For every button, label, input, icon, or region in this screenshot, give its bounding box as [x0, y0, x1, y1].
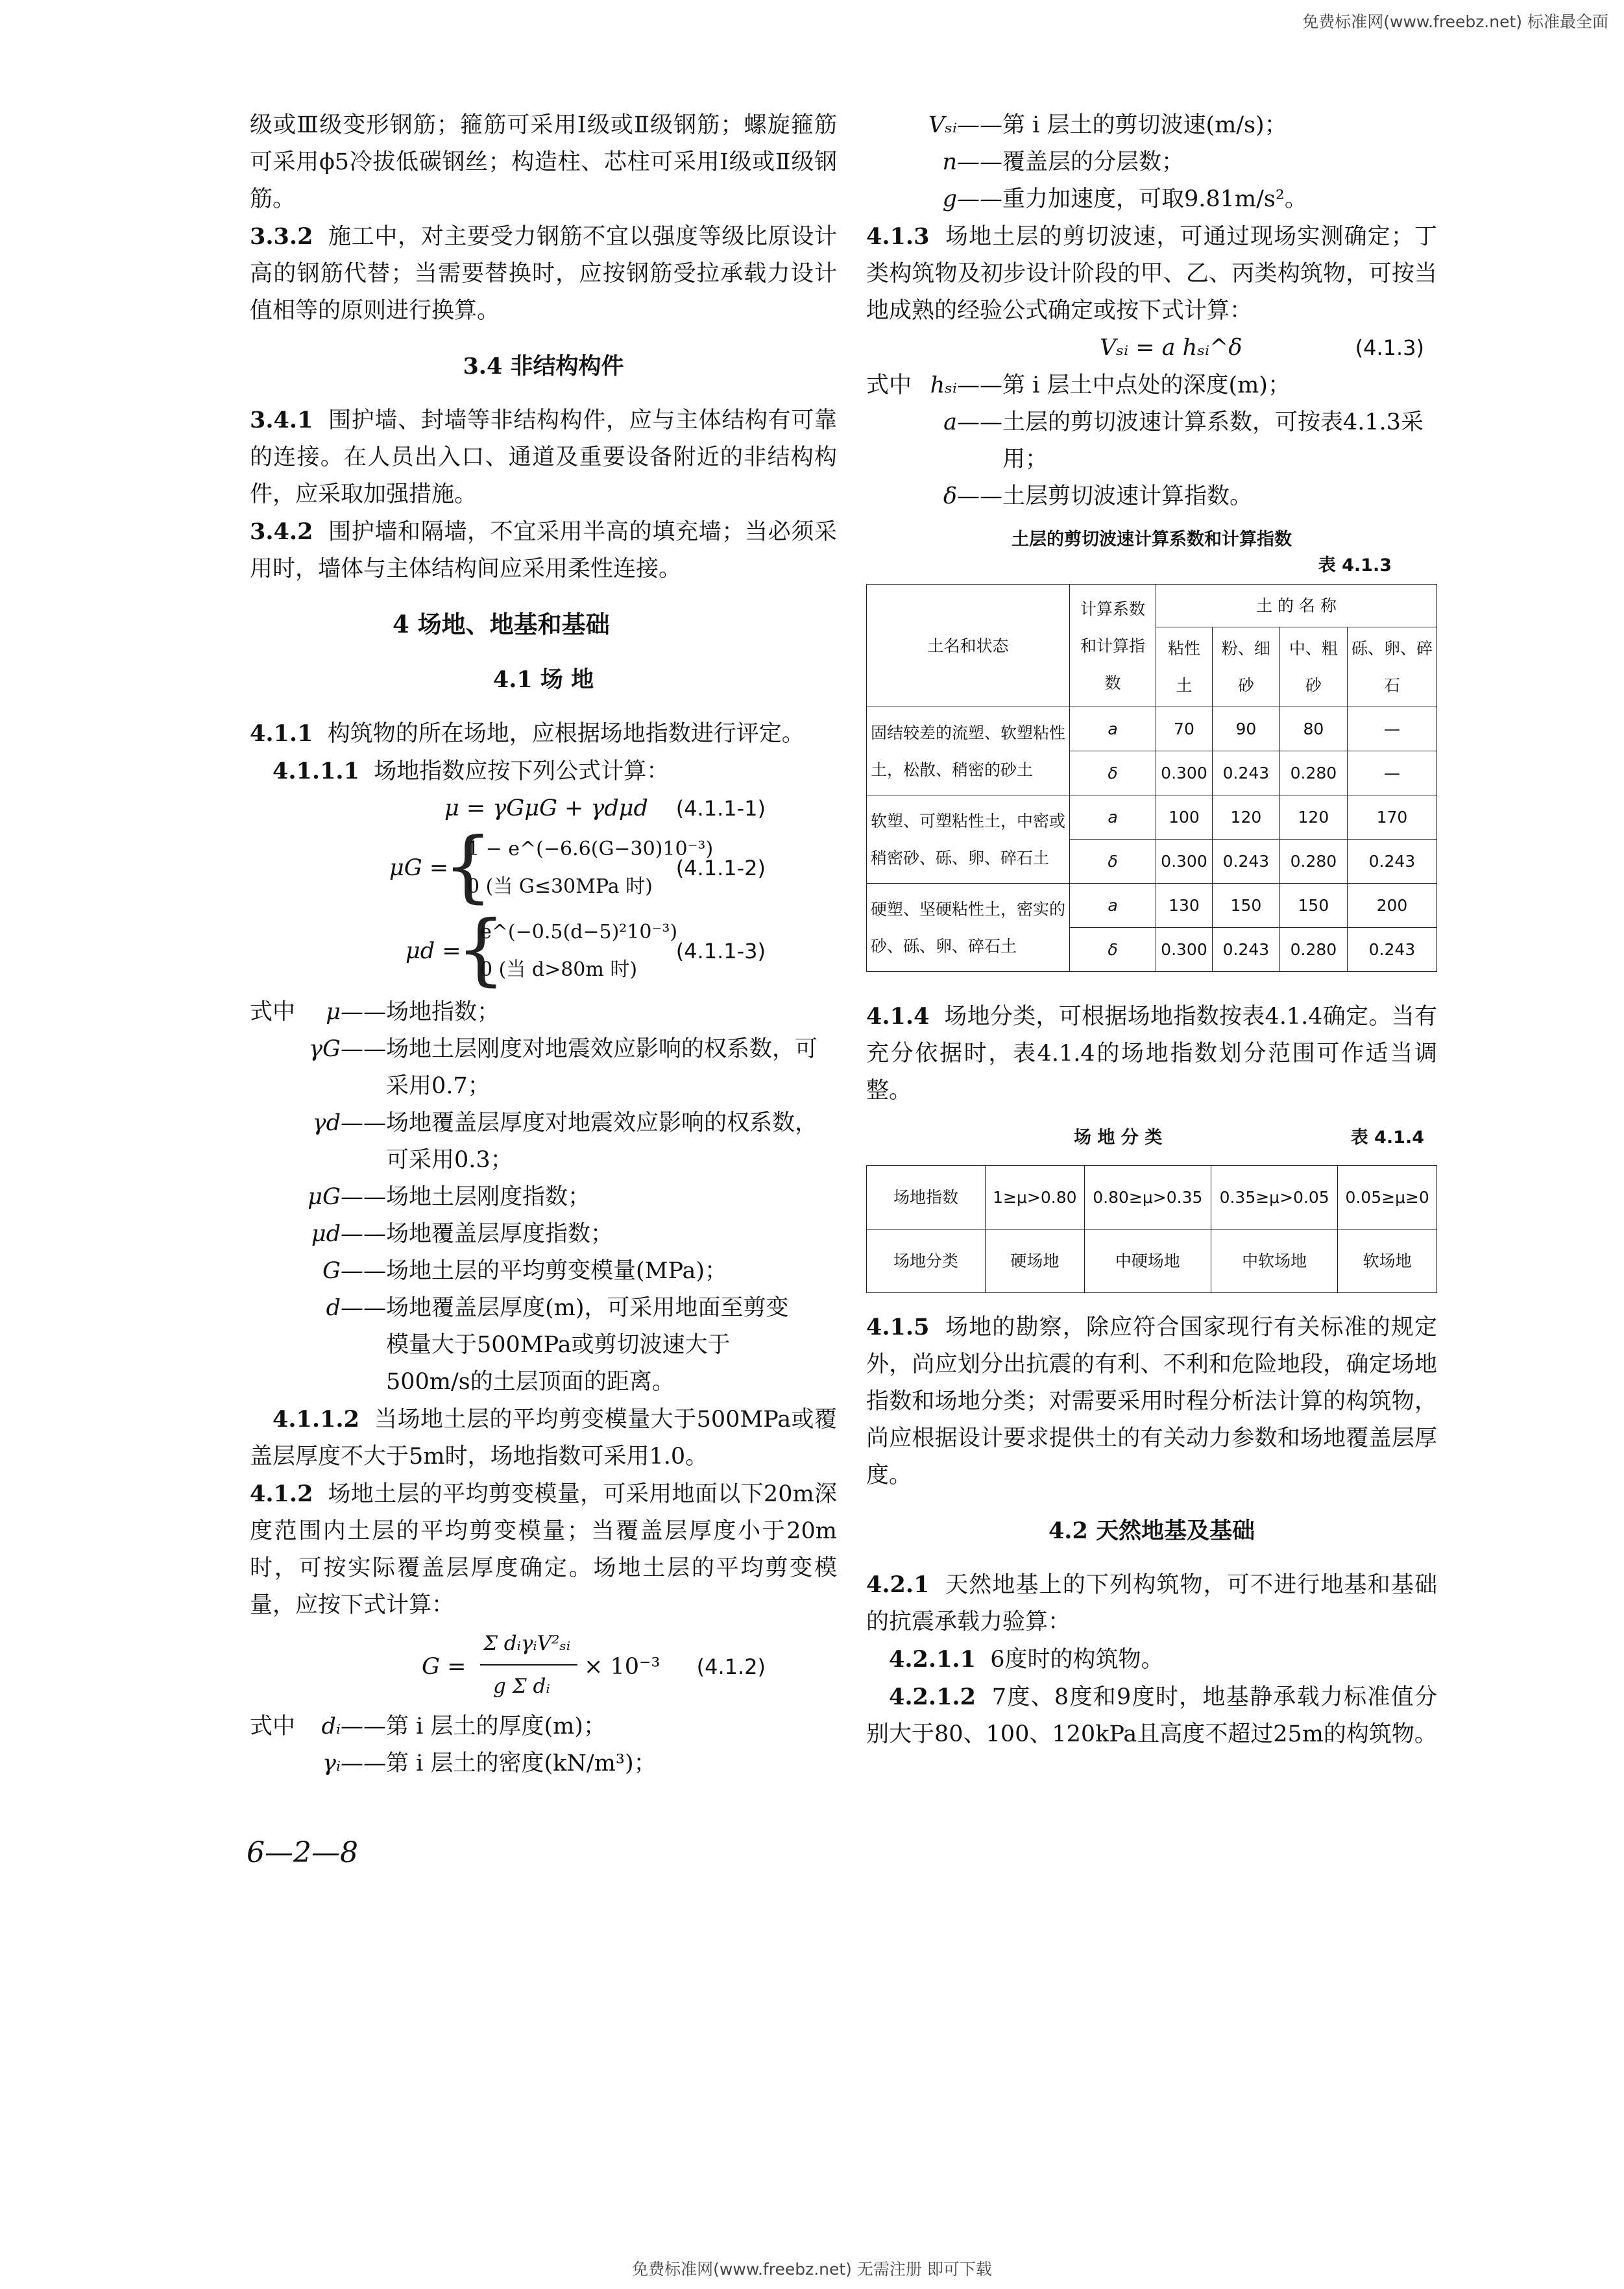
definition-text: 场地土层刚度对地震效应影响的权系数，可采用0.7；	[386, 1036, 818, 1099]
clause-4-1-1-1	[250, 753, 837, 790]
table-cell: δ	[1070, 751, 1156, 795]
definition-symbol: γᵢ——	[322, 1750, 386, 1776]
clause-text: 场地的勘察，除应符合国家现行有关标准的规定外，尚应划分出抗震的有利、不利和危险地段，确定场地指数和场地分类；对需要采用时程分析法计算的构筑物，尚应根据设计要求提供土的有关动力参数和场地覆盖层厚度。	[866, 1314, 1437, 1488]
definition-row	[866, 478, 1437, 515]
watermark-top: 免费标准网(www.freebz.net) 标准最全面	[1302, 12, 1608, 31]
table-header-row	[867, 585, 1437, 627]
table-cell: 1≥μ>0.80	[986, 1166, 1085, 1229]
symbol-definitions-3	[866, 107, 1437, 218]
table-cell: 0.243	[1347, 928, 1436, 972]
clause-number: 4.1.1.2	[273, 1406, 359, 1433]
table-cell: 软塑、可塑粘性土，中密或稍密砂、砾、卵、碎石土	[867, 795, 1070, 884]
watermark-bottom: 免费标准网(www.freebz.net) 无需注册 即可下载	[632, 2260, 992, 2279]
clause-3-3-2	[250, 218, 837, 330]
clause-number: 4.1.3	[866, 223, 930, 250]
heading-chapter-4: 4 场地、地基和基础	[393, 610, 610, 638]
heading-4-1: 4.1 场 地	[492, 666, 594, 693]
definition-symbol: μd——	[311, 1221, 386, 1247]
definition-symbol: δ——	[943, 483, 1002, 509]
formula-factor: × 10⁻³	[584, 1654, 661, 1680]
symbol-definitions-2	[250, 1708, 837, 1782]
table-cell: 0.243	[1347, 840, 1436, 884]
table-cell: 0.243	[1212, 928, 1279, 972]
table-cell: 200	[1347, 884, 1436, 928]
definition-text: 场地覆盖层厚度指数；	[386, 1221, 614, 1247]
formula-numerator: Σ dᵢγᵢV²ₛᵢ	[483, 1632, 571, 1655]
table-cell: 中硬场地	[1084, 1229, 1211, 1293]
clause-number: 4.1.1	[250, 720, 313, 747]
header-cell: 粘性土	[1156, 627, 1213, 707]
table-4-1-4-caption: 场 地 分 类	[1074, 1128, 1163, 1148]
clause-number: 4.2.1	[866, 1571, 930, 1598]
table-cell: 0.35≥μ>0.05	[1211, 1166, 1337, 1229]
clause-number: 3.4.2	[250, 518, 313, 545]
clause-number: 4.1.2	[250, 1481, 313, 1507]
formula-denominator: g Σ dᵢ	[493, 1675, 550, 1698]
table-4-1-4-number: 表 4.1.4	[1350, 1128, 1424, 1148]
definition-row	[866, 367, 1437, 404]
clause-number: 4.1.4	[866, 1003, 930, 1030]
definition-text: 重力加速度，可取9.81m/s²。	[1002, 186, 1307, 212]
left-column	[250, 107, 837, 1782]
clause-text: 场地土层的剪切波速，可通过现场实测确定；丁类构筑物及初步设计阶段的甲、乙、丙类构筑物，可按当地成熟的经验公式确定或按下式计算：	[866, 224, 1437, 324]
table-cell: 0.280	[1279, 840, 1347, 884]
table-cell: 0.300	[1156, 928, 1213, 972]
definition-row	[250, 1253, 837, 1290]
brace-symbol: {	[456, 904, 506, 995]
formula-expression: Vₛᵢ = a hₛᵢ^δ	[1100, 335, 1242, 361]
heading-4-2: 4.2 天然地基及基础	[1048, 1518, 1255, 1544]
definition-row	[250, 994, 837, 1031]
formula-4-1-1-1	[250, 790, 837, 828]
header-cell: 中、粗砂	[1279, 627, 1347, 707]
header-cell: 土 的 名 称	[1156, 585, 1437, 627]
formula-4-1-1-3	[250, 904, 837, 995]
clause-4-1-2	[250, 1475, 837, 1624]
table-cell: 固结较差的流塑、软塑粘性土，松散、稍密的砂土	[867, 707, 1070, 795]
right-column	[866, 107, 1437, 1753]
clause-number: 4.2.1.1	[889, 1646, 976, 1673]
table-cell: 120	[1279, 795, 1347, 840]
definition-row	[866, 404, 1437, 478]
formula-expression: μ = γGμG + γdμd	[444, 795, 648, 821]
definition-row	[250, 1031, 837, 1105]
formula-4-1-2	[250, 1624, 837, 1708]
definition-row	[250, 1216, 837, 1253]
table-cell: 0.243	[1212, 840, 1279, 884]
definition-symbol: μG——	[308, 1184, 386, 1210]
definition-symbol: a——	[943, 409, 1002, 435]
table-cell: a	[1070, 795, 1156, 840]
table-4-1-3-caption: 土层的剪切波速计算系数和计算指数	[1012, 529, 1292, 550]
table-cell: 70	[1156, 707, 1213, 751]
clause-3-4-1	[250, 402, 837, 513]
definition-row	[250, 1105, 837, 1179]
table-row	[867, 1166, 1437, 1229]
formula-number: (4.1.3)	[1355, 335, 1424, 360]
clause-4-1-1	[250, 715, 837, 753]
clause-text: 场地指数应按下列公式计算：	[374, 758, 670, 784]
clause-text: 围护墙、封墙等非结构构件，应与主体结构有可靠的连接。在人员出入口、通道及重要设备附近的非结构构件，应采取加强措施。	[250, 407, 837, 507]
definition-text: 第 i 层土的密度(kN/m³)；	[386, 1750, 657, 1776]
definition-text: 第 i 层土的剪切波速(m/s)；	[1002, 112, 1287, 138]
clause-4-1-3	[866, 218, 1437, 330]
header-cell: 计算系数和计算指数	[1070, 585, 1156, 707]
definition-row	[250, 1745, 837, 1782]
clause-text: 场地分类，可根据场地指数按表4.1.4确定。当有充分依据时，表4.1.4的场地指数划分范围可作适当调整。	[866, 1004, 1437, 1104]
table-cell: 0.80≥μ>0.35	[1084, 1166, 1211, 1229]
symbol-definitions	[250, 994, 837, 1401]
definition-text: 场地覆盖层厚度对地震效应影响的权系数，可采用0.3；	[386, 1110, 818, 1173]
clause-text: 围护墙和隔墙，不宜采用半高的填充墙；当必须采用时，墙体与主体结构间应采用柔性连接。	[250, 519, 837, 582]
definition-symbol: γG——	[309, 1036, 386, 1062]
table-cell: 0.280	[1279, 751, 1347, 795]
formula-4-1-3	[866, 330, 1437, 367]
table-cell: δ	[1070, 928, 1156, 972]
definition-text: 第 i 层土的厚度(m)；	[386, 1714, 606, 1739]
formula-case-2: 0 (当 d>80m 时)	[480, 958, 638, 981]
paragraph-rebar: 级或Ⅲ级变形钢筋；箍筋可采用Ⅰ级或Ⅱ级钢筋；螺旋箍筋可采用ϕ5冷拔低碳钢丝；构造柱、芯柱可采用Ⅰ级或Ⅱ级钢筋。	[250, 112, 837, 212]
clause-4-1-1-2	[250, 1401, 837, 1475]
formula-number: (4.1.1-3)	[675, 939, 766, 963]
clause-4-2-1-1	[866, 1641, 1437, 1678]
table-row	[867, 795, 1437, 840]
table-cell: 0.300	[1156, 840, 1213, 884]
clause-4-2-1	[866, 1566, 1437, 1641]
symbol-definitions-4	[866, 367, 1437, 515]
table-4-1-4	[866, 1165, 1437, 1293]
definition-text: 土层的剪切波速计算系数，可按表4.1.3采用；	[1002, 409, 1424, 472]
formula-case-1: e^(−0.5(d−5)²10⁻³)	[480, 921, 678, 943]
definition-symbol: μ——	[326, 999, 386, 1025]
table-cell: δ	[1070, 840, 1156, 884]
clause-number: 4.1.5	[866, 1314, 930, 1340]
table-cell: 软场地	[1338, 1229, 1437, 1293]
header-cell: 粉、细砂	[1212, 627, 1279, 707]
table-cell: 硬塑、坚硬粘性土，密实的砂、砾、卵、碎石土	[867, 884, 1070, 972]
table-cell: 150	[1212, 884, 1279, 928]
table-cell: 130	[1156, 884, 1213, 928]
clause-4-1-5	[866, 1309, 1437, 1494]
clause-number: 4.2.1.2	[889, 1684, 976, 1710]
where-label: 式中	[250, 999, 296, 1025]
definition-row	[250, 1290, 837, 1401]
clause-number: 4.1.1.1	[273, 758, 359, 784]
table-cell: a	[1070, 707, 1156, 751]
where-label: 式中	[250, 1714, 296, 1739]
table-4-1-4-caption-row	[866, 1125, 1437, 1154]
definition-row	[250, 1179, 837, 1216]
clause-3-4-2	[250, 513, 837, 588]
page-number: 6—2—8	[247, 1836, 358, 1869]
formula-lhs: μG =	[389, 855, 449, 881]
clause-4-1-4	[866, 998, 1437, 1109]
table-cell: —	[1347, 707, 1436, 751]
table-cell: a	[1070, 884, 1156, 928]
table-cell: 90	[1212, 707, 1279, 751]
fraction-bar	[480, 1664, 577, 1665]
definition-row	[250, 1708, 837, 1745]
definition-text: 场地覆盖层厚度(m)，可采用地面至剪变模量大于500MPa或剪切波速大于500m/s的土层顶面的距离。	[386, 1295, 789, 1395]
definition-symbol: g——	[942, 186, 1002, 212]
table-cell: 0.05≥μ≥0	[1338, 1166, 1437, 1229]
formula-4-1-1-2	[250, 821, 837, 912]
formula-lhs: μd =	[406, 938, 461, 964]
definition-text: 场地土层的平均剪变模量(MPa)；	[386, 1258, 727, 1284]
definition-text: 第 i 层土中点处的深度(m)；	[1002, 372, 1291, 398]
formula-number: (4.1.1-2)	[675, 856, 766, 880]
header-cell: 土名和状态	[867, 585, 1070, 707]
table-cell: 120	[1212, 795, 1279, 840]
clause-number: 3.4.1	[250, 407, 313, 433]
heading-3-4: 3.4 非结构构件	[463, 353, 624, 380]
definition-text: 土层剪切波速计算指数。	[1002, 483, 1253, 509]
table-cell: 场地分类	[867, 1229, 986, 1293]
table-row	[867, 1229, 1437, 1293]
table-cell: 0.280	[1279, 928, 1347, 972]
table-cell: 170	[1347, 795, 1436, 840]
table-row	[867, 707, 1437, 751]
clause-text: 施工中，对主要受力钢筋不宜以强度等级比原设计高的钢筋代替；当需要替换时，应按钢筋受拉承载力设计值相等的原则进行换算。	[250, 224, 837, 324]
where-label: 式中	[866, 372, 912, 398]
table-cell: 中软场地	[1211, 1229, 1337, 1293]
clause-text: 6度时的构筑物。	[990, 1647, 1164, 1673]
table-cell: 100	[1156, 795, 1213, 840]
table-cell: 硬场地	[986, 1229, 1085, 1293]
definition-text: 场地土层刚度指数；	[386, 1184, 591, 1210]
definition-symbol: dᵢ——	[321, 1714, 386, 1739]
table-cell: 场地指数	[867, 1166, 986, 1229]
definition-symbol: hₛᵢ——	[930, 372, 1002, 398]
definition-symbol: γd——	[312, 1110, 386, 1136]
table-4-1-3	[866, 584, 1437, 972]
clause-text: 当场地土层的平均剪变模量大于500MPa或覆盖层厚度不大于5m时，场地指数可采用1.0。	[250, 1407, 837, 1470]
brace-symbol: {	[443, 821, 493, 912]
clause-text: 构筑物的所在场地，应根据场地指数进行评定。	[327, 721, 805, 747]
definition-symbol: G——	[322, 1258, 386, 1284]
definition-text: 覆盖层的分层数；	[1002, 149, 1185, 175]
formula-lhs: G =	[422, 1654, 467, 1680]
definition-row	[866, 144, 1437, 181]
table-cell: 80	[1279, 707, 1347, 751]
table-4-1-3-number: 表 4.1.3	[1318, 555, 1392, 575]
table-cell: 0.243	[1212, 751, 1279, 795]
clause-text: 7度、8度和9度时，地基静承载力标准值分别大于80、100、120kPa且高度不超过25m的构筑物。	[866, 1684, 1437, 1747]
formula-case-1: 1 − e^(−6.6(G−30)10⁻³)	[467, 838, 714, 860]
table-cell: 150	[1279, 884, 1347, 928]
definition-row	[866, 107, 1437, 144]
table-row	[867, 884, 1437, 928]
definition-symbol: d——	[326, 1295, 386, 1321]
formula-number: (4.1.2)	[696, 1654, 766, 1679]
definition-row	[866, 181, 1437, 218]
clause-4-2-1-2	[866, 1678, 1437, 1753]
definition-symbol: Vₛᵢ——	[928, 112, 1002, 138]
table-cell: —	[1347, 751, 1436, 795]
definition-text: 场地指数；	[386, 999, 500, 1025]
clause-text: 场地土层的平均剪变模量，可采用地面以下20m深度范围内土层的平均剪变模量；当覆盖层厚度小于20m时，可按实际覆盖层厚度确定。场地土层的平均剪变模量，应按下式计算：	[250, 1481, 837, 1618]
definition-symbol: n——	[942, 149, 1002, 175]
table-cell: 0.300	[1156, 751, 1213, 795]
formula-case-2: 0 (当 G≤30MPa 时)	[467, 875, 653, 898]
clause-number: 3.3.2	[250, 223, 313, 250]
clause-text: 天然地基上的下列构筑物，可不进行地基和基础的抗震承载力验算：	[866, 1572, 1437, 1635]
formula-number: (4.1.1-1)	[675, 796, 766, 821]
header-cell: 砾、卵、碎石	[1347, 627, 1436, 707]
